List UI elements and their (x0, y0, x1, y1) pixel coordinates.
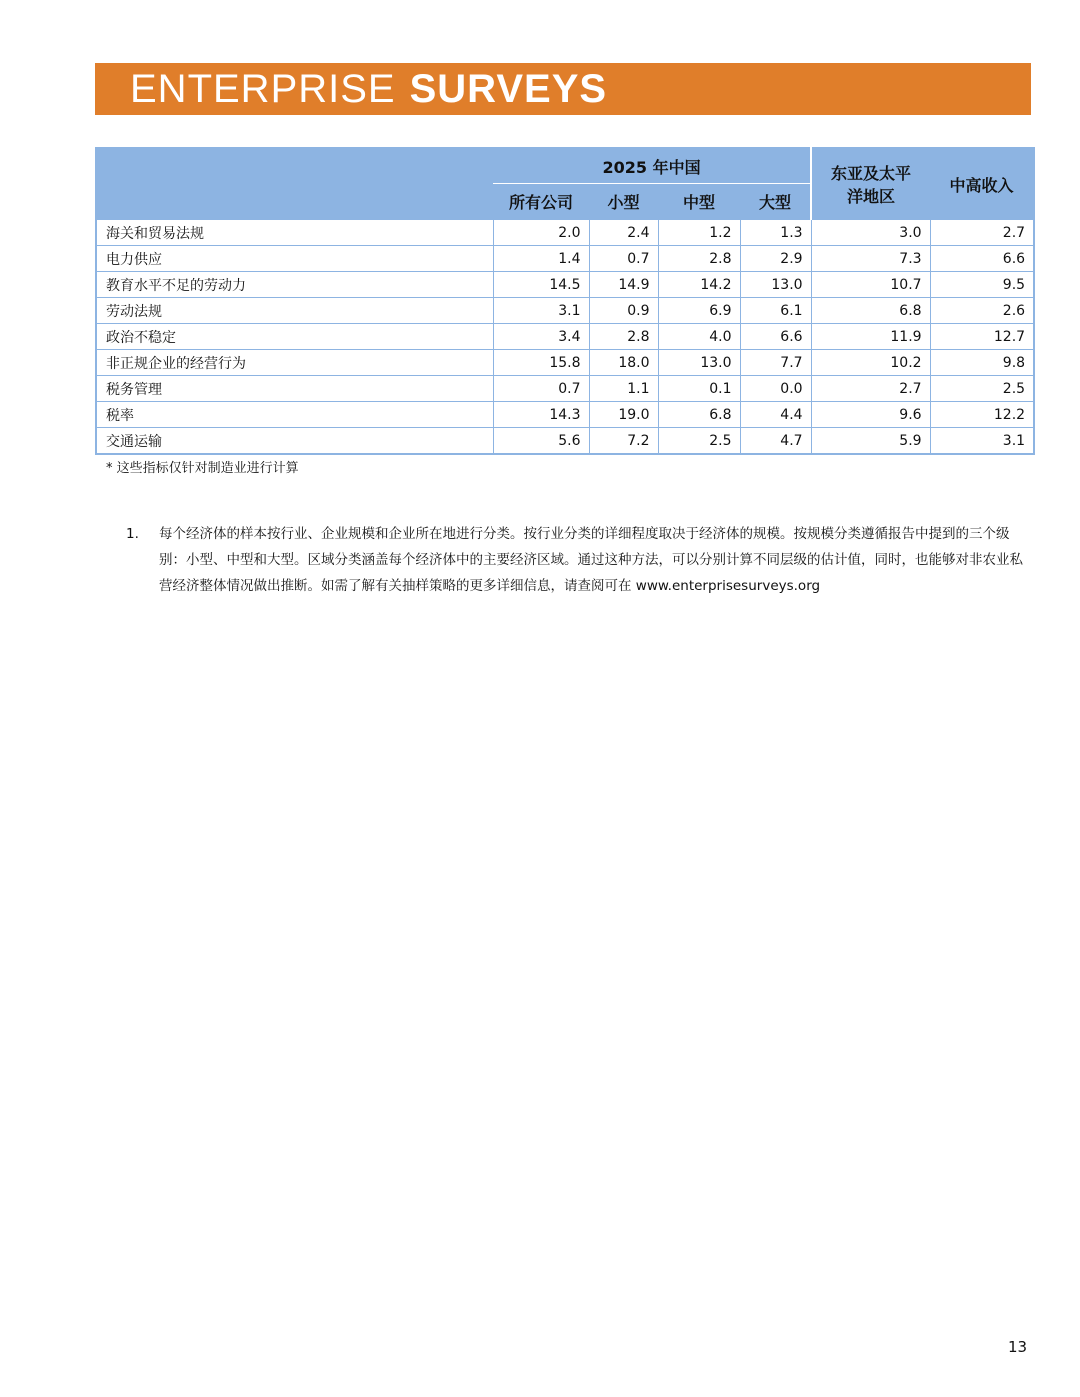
value-cell: 6.8 (658, 402, 740, 428)
footnote-text: 每个经济体的样本按行业、企业规模和企业所在地进行分类。按行业分类的详细程度取决于经济体的规模。按规模分类遵循报告中提到的三个级别：小型、中型和大型。区域分类涵盖每个经济体中的主要经济区域。通过这种方法，可以分别计算不同层级的估计值，同时，也能够对非农业私营经济整体情况做出推断。如需了解有关抽样策略的更多详细信息，请查阅可在 www.enterprisesurveys.org (159, 526, 1023, 594)
manufacturing-note: * 这些指标仅针对制造业进行计算 (106, 461, 299, 476)
value-cell: 1.4 (493, 246, 589, 272)
row-label: 教育水平不足的劳动力 (96, 272, 493, 298)
value-cell: 14.2 (658, 272, 740, 298)
value-cell: 9.5 (930, 272, 1034, 298)
east-asia-pacific-line2: 洋地区 (847, 187, 896, 206)
value-cell: 0.0 (740, 376, 811, 402)
value-cell: 6.9 (658, 298, 740, 324)
value-cell: 0.1 (658, 376, 740, 402)
value-cell: 2.5 (658, 428, 740, 455)
value-cell: 3.0 (811, 220, 930, 246)
value-cell: 2.7 (930, 220, 1034, 246)
enterprise-surveys-banner (95, 63, 1031, 115)
row-label: 税率 (96, 402, 493, 428)
value-cell: 2.8 (589, 324, 658, 350)
row-label: 非正规企业的经营行为 (96, 350, 493, 376)
value-cell: 10.7 (811, 272, 930, 298)
all-firms-header: 所有公司 (493, 184, 589, 220)
value-cell: 9.8 (930, 350, 1034, 376)
value-cell: 14.9 (589, 272, 658, 298)
row-label: 电力供应 (96, 246, 493, 272)
footnote (126, 521, 1036, 599)
upper-middle-income-header: 中高收入 (930, 148, 1034, 220)
row-label: 政治不稳定 (96, 324, 493, 350)
value-cell: 2.5 (930, 376, 1034, 402)
table-row (96, 324, 1034, 350)
value-cell: 7.3 (811, 246, 930, 272)
value-cell: 7.7 (740, 350, 811, 376)
footnote-number: 1. (126, 526, 139, 542)
east-asia-pacific-header (811, 148, 930, 220)
table-row (96, 246, 1034, 272)
value-cell: 2.9 (740, 246, 811, 272)
row-label: 海关和贸易法规 (96, 220, 493, 246)
value-cell: 9.6 (811, 402, 930, 428)
value-cell: 0.7 (493, 376, 589, 402)
table-row (96, 428, 1034, 455)
row-label-header (96, 148, 493, 220)
value-cell: 2.6 (930, 298, 1034, 324)
value-cell: 12.2 (930, 402, 1034, 428)
row-label: 税务管理 (96, 376, 493, 402)
small-header: 小型 (589, 184, 658, 220)
value-cell: 10.2 (811, 350, 930, 376)
value-cell: 13.0 (740, 272, 811, 298)
value-cell: 13.0 (658, 350, 740, 376)
table-body (96, 220, 1034, 455)
value-cell: 2.0 (493, 220, 589, 246)
banner-title (130, 65, 607, 113)
value-cell: 0.7 (589, 246, 658, 272)
value-cell: 14.3 (493, 402, 589, 428)
value-cell: 19.0 (589, 402, 658, 428)
page-number: 13 (1008, 1338, 1028, 1356)
table-row (96, 376, 1034, 402)
value-cell: 6.8 (811, 298, 930, 324)
value-cell: 0.9 (589, 298, 658, 324)
value-cell: 7.2 (589, 428, 658, 455)
value-cell: 4.4 (740, 402, 811, 428)
value-cell: 11.9 (811, 324, 930, 350)
value-cell: 14.5 (493, 272, 589, 298)
value-cell: 3.1 (493, 298, 589, 324)
table-row (96, 350, 1034, 376)
value-cell: 1.3 (740, 220, 811, 246)
table-row (96, 402, 1034, 428)
value-cell: 5.9 (811, 428, 930, 455)
value-cell: 2.4 (589, 220, 658, 246)
value-cell: 4.0 (658, 324, 740, 350)
value-cell: 15.8 (493, 350, 589, 376)
east-asia-pacific-line1: 东亚及太平 (831, 164, 912, 183)
banner-word-surveys: SURVEYS (409, 67, 608, 111)
value-cell: 4.7 (740, 428, 811, 455)
value-cell: 18.0 (589, 350, 658, 376)
row-label: 劳动法规 (96, 298, 493, 324)
banner-word-enterprise: ENTERPRISE (130, 67, 396, 111)
row-label: 交通运输 (96, 428, 493, 455)
value-cell: 6.6 (930, 246, 1034, 272)
value-cell: 5.6 (493, 428, 589, 455)
china-2025-header: 2025 年中国 (493, 148, 811, 184)
value-cell: 3.1 (930, 428, 1034, 455)
value-cell: 1.1 (589, 376, 658, 402)
value-cell: 1.2 (658, 220, 740, 246)
table-row (96, 220, 1034, 246)
obstacles-table (95, 147, 1035, 455)
value-cell: 12.7 (930, 324, 1034, 350)
value-cell: 3.4 (493, 324, 589, 350)
value-cell: 2.7 (811, 376, 930, 402)
table-row (96, 272, 1034, 298)
value-cell: 6.1 (740, 298, 811, 324)
value-cell: 2.8 (658, 246, 740, 272)
medium-header: 中型 (658, 184, 740, 220)
table-row (96, 298, 1034, 324)
large-header: 大型 (740, 184, 811, 220)
value-cell: 6.6 (740, 324, 811, 350)
